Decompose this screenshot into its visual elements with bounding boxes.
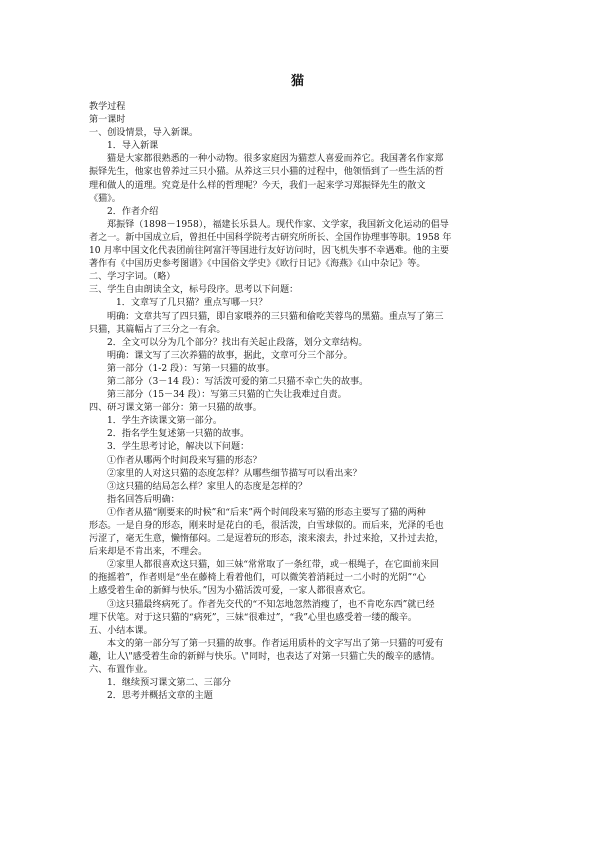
text-line: 污涩了，毫无生意，懒惰郁闷。二是逗着玩的形态，滚来滚去，扑过来抢，又扑过去抢， — [89, 534, 444, 545]
text-line: 2．指名学生复述第一只猫的故事。 — [107, 429, 250, 440]
text-line: 1．导入新课 — [107, 141, 159, 152]
text-line: 的拖摇着”，作者则是“坐在藤椅上看着他们，可以微笑着消耗过一二小时的光阴”“心 — [89, 573, 426, 584]
text-line: 1．学生齐读课文第一部分。 — [107, 416, 222, 427]
text-line: 第一部分（1-2 段）：写第一只猫的故事。 — [107, 363, 275, 374]
text-line: 四、研习课文第一部分：第一只猫的故事。 — [89, 403, 262, 414]
text-line: 第三部分（15－34 段）：写第三只猫的亡失让我难过自责。 — [107, 390, 347, 401]
document-title: 猫 — [290, 74, 304, 89]
text-line: 1．继续预习课文第二、三部分 — [107, 678, 232, 689]
text-line: 形态。一是自身的形态，刚来时是花白的毛，很活泼，白雪球似的。而后来，光泽的毛也 — [89, 521, 444, 531]
text-line: 本文的第一部分写了第一只猫的故事。作者运用质朴的文字写出了第一只猫的可爱有 — [107, 638, 444, 649]
text-line: 一、创设情景，导入新课。 — [89, 128, 199, 139]
text-line: 趣，让人\"感受着生命的新鲜与快乐。\"同时，也表达了对第一只猫亡失的酸辛的感情。 — [89, 651, 440, 662]
text-line: ②家里人都很喜欢这只猫，如三妹“常常取了一条红带，或一根绳子，在它面前来回 — [107, 560, 440, 571]
text-line: 理和做人的道理。究竟是什么样的哲理呢？今天，我们一起来学习郑振铎先生的散文 — [89, 180, 426, 191]
text-line: 第二部分（3－14 段）：写活泼可爱的第二只猫不幸亡失的故事。 — [107, 376, 369, 387]
text-line: 明确：课文写了三次养猫的故事，据此，文章可分三个部分。 — [107, 350, 353, 361]
text-line: 1．文章写了几只猫？重点写哪一只？ — [116, 298, 268, 309]
text-line: 只猫，其篇幅占了三分之一有余。 — [89, 324, 226, 335]
text-line: 二、学习字词。（略） — [89, 272, 176, 283]
text-line: 《猫》。 — [89, 193, 121, 204]
document-body — [89, 101, 509, 703]
text-line: 教学过程 — [89, 102, 126, 112]
text-line: 2．思考并概括文章的主题 — [107, 691, 213, 702]
text-line: 明确：文章共写了四只猫，即自家喂养的三只猫和偷吃芙蓉鸟的黑猫。重点写了第三 — [107, 311, 444, 322]
text-line: 埋下伏笔。对于这只猫的“病死”，三妹“很难过”，“我”心里也感受着一缕的酸辛。 — [89, 612, 417, 623]
text-line: ③这只猫最终病死了。作者先交代的“不知怎地忽然消瘦了，也不肯吃东西”就已经 — [107, 599, 435, 610]
text-line: 10 月率中国文化代表团前往阿富汗等国进行友好访问时，因飞机失事不幸遇难。他的主要 — [89, 246, 450, 257]
text-line: 3．学生思考讨论，解决以下问题： — [107, 442, 250, 453]
text-line: 第一课时 — [89, 115, 126, 126]
text-line: 五、小结本课。 — [89, 625, 153, 636]
text-line: 猫是大家都很熟悉的一种小动物。很多家庭因为猫惹人喜爱而养它。我国著名作家郑 — [107, 154, 444, 165]
text-line: 著作有《中国历史参考图谱》《中国俗文学史》《欧行日记》《海燕》《山中杂记》等。 — [89, 259, 426, 270]
text-line: 上感受着生命的新鲜与快乐。”因为小猫活泼可爱，一家人都很喜欢它。 — [89, 586, 372, 597]
text-line: 者之一。新中国成立后，曾担任中国科学院考古研究所所长、全国作协理事等职。1958 年 — [89, 232, 452, 243]
text-line: 郑振铎（1898－1958），福建长乐县人。现代作家、文学家，我国新文化运动的倡导 — [107, 219, 449, 230]
text-line: ①作者从猫“刚要来的时候”和“后来”两个时间段来写猫的形态主要写了猫的两种 — [107, 507, 426, 518]
text-line: 振铎先生，他家也曾养过三只小猫。从养这三只小猫的过程中，他领悟到了一些生活的哲 — [89, 167, 444, 178]
text-line: 指名回答后明确： — [107, 494, 180, 505]
text-line: 后来却是不肯出来，不理会。 — [89, 547, 208, 558]
text-line: 2．全文可以分为几个部分？找出有关起止段落，划分文章结构。 — [107, 337, 368, 348]
text-line: ①作者从哪两个时间段来写猫的形态？ — [107, 455, 262, 466]
text-line: 2．作者介绍 — [107, 206, 159, 217]
text-line: ②家里的人对这只猫的态度怎样？从哪些细节描写可以看出来？ — [107, 468, 362, 479]
text-line: 六、布置作业。 — [89, 665, 153, 676]
text-line: ③这只猫的结局怎么样？家里人的态度是怎样的？ — [107, 481, 308, 492]
text-line: 三、学生自由朗读全文，标号段序。思考以下问题： — [89, 285, 299, 296]
